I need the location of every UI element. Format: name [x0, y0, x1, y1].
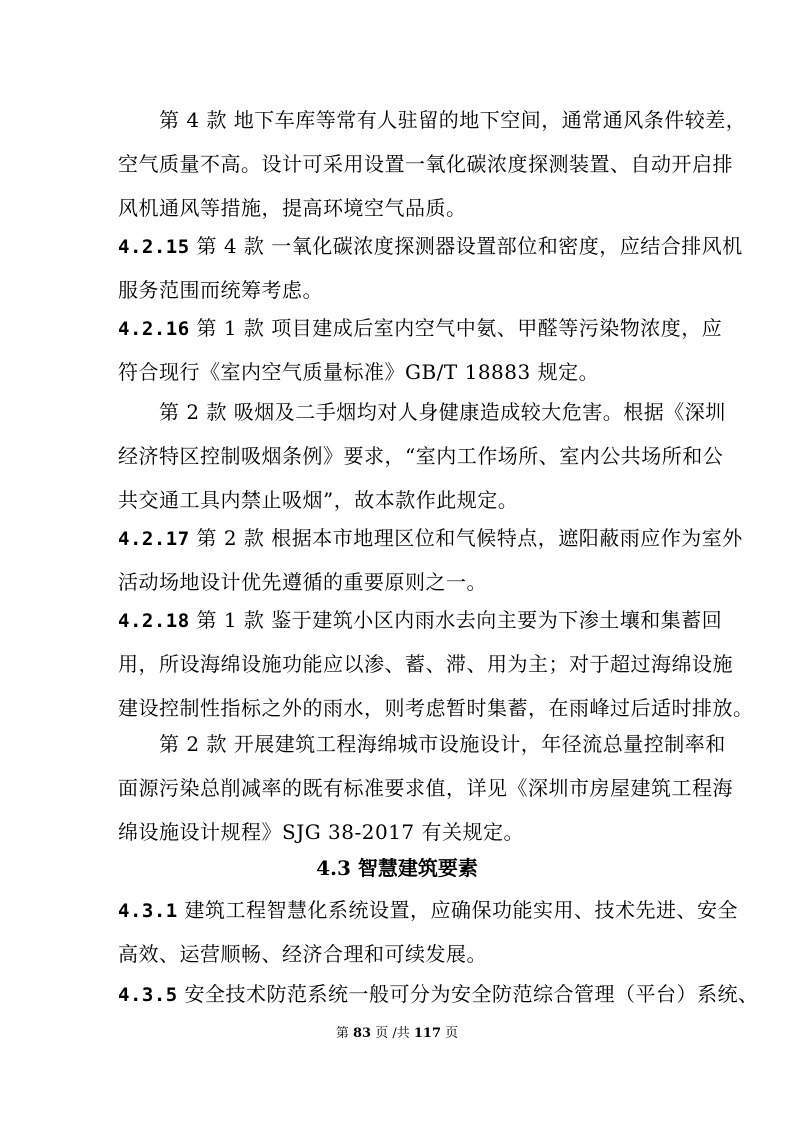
paragraph-4-2-14-item-4 — [118, 98, 747, 230]
text-line — [118, 972, 759, 1016]
text-line — [118, 224, 743, 268]
text-line: 服务范围而统筹考虑。 — [118, 278, 323, 302]
text-segment: 安全技术防范系统一般可分为安全防范综合管理（平台）系统、 — [177, 982, 759, 1006]
page-footer — [0, 1024, 794, 1044]
text-line: 活动场地设计优先遵循的重要原则之一。 — [118, 570, 487, 594]
text-line: 第 2 款 吸烟及二手烟均对人身健康造成较大危害。根据《深圳 — [118, 400, 726, 424]
text-line — [118, 888, 739, 932]
paragraph-4-2-18-item-2 — [118, 722, 733, 854]
paragraph-4-3-1 — [118, 888, 739, 976]
text-line: 绵设施设计规程》SJG 38-2017 有关规定。 — [118, 820, 525, 844]
footer-suffix: 页 — [441, 1026, 459, 1041]
total-pages: 117 — [413, 1026, 441, 1041]
text-line: 第 2 款 开展建筑工程海绵城市设施设计，年径流总量控制率和 — [118, 732, 726, 756]
text-line — [118, 598, 723, 642]
text-line: 高效、运营顺畅、经济合理和可续发展。 — [118, 942, 487, 966]
text-line: 空气质量不高。设计可采用设置一氧化碳浓度探测装置、自动开启排 — [118, 152, 733, 176]
text-line: 风机通风等措施，提高环境空气品质。 — [118, 196, 467, 220]
text-line: 经济特区控制吸烟条例》要求，“室内工作场所、室内公共场所和公 — [118, 444, 724, 468]
paragraph-4-2-18 — [118, 598, 754, 730]
section-heading: 4.3 智慧建筑要素 — [316, 856, 478, 880]
text-line: 共交通工具内禁止吸烟”，故本款作此规定。 — [118, 488, 519, 512]
paragraph-4-2-16-item-2 — [118, 390, 726, 522]
text-segment: 第 4 款 一氧化碳浓度探测器设置部位和密度，应结合排风机 — [189, 234, 743, 258]
text-line: 面源污染总削减率的既有标准要求值，详见《深圳市房屋建筑工程海 — [118, 776, 733, 800]
clause-number: 4.2.16 — [118, 318, 190, 340]
paragraph-4-2-16 — [118, 306, 723, 394]
text-segment: 第 1 款 项目建成后室内空气中氨、甲醛等污染物浓度，应 — [189, 316, 723, 340]
text-line: 建设控制性指标之外的雨水，则考虑暂时集蓄，在雨峰过后适时排放。 — [118, 696, 754, 720]
paragraph-4-2-15 — [118, 224, 743, 312]
clause-number: 4.2.15 — [118, 236, 190, 258]
footer-mid: 页 /共 — [371, 1026, 414, 1041]
paragraph-4-3-5 — [118, 972, 759, 1016]
text-line: 符合现行《室内空气质量标准》GB/T 18883 规定。 — [118, 360, 600, 384]
paragraph-4-2-17 — [118, 516, 743, 604]
text-line — [118, 516, 743, 560]
text-segment: 建筑工程智慧化系统设置，应确保功能实用、技术先进、安全 — [177, 898, 739, 922]
text-segment: 第 1 款 鉴于建筑小区内雨水去向主要为下渗土壤和集蓄回 — [189, 608, 723, 632]
text-segment: 第 2 款 根据本市地理区位和气候特点，遮阳蔽雨应作为室外 — [189, 526, 743, 550]
clause-number: 4.3.5 — [118, 984, 178, 1006]
clause-number: 4.2.17 — [118, 528, 190, 550]
page-number: 83 — [352, 1026, 372, 1041]
text-line: 第 4 款 地下车库等常有人驻留的地下空间，通常通风条件较差， — [118, 108, 747, 132]
clause-number: 4.2.18 — [118, 610, 190, 632]
text-line — [118, 306, 723, 350]
text-line: 用，所设海绵设施功能应以渗、蓄、滞、用为主；对于超过海绵设施 — [118, 652, 733, 676]
clause-number: 4.3.1 — [118, 900, 178, 922]
footer-prefix: 第 — [335, 1026, 353, 1041]
